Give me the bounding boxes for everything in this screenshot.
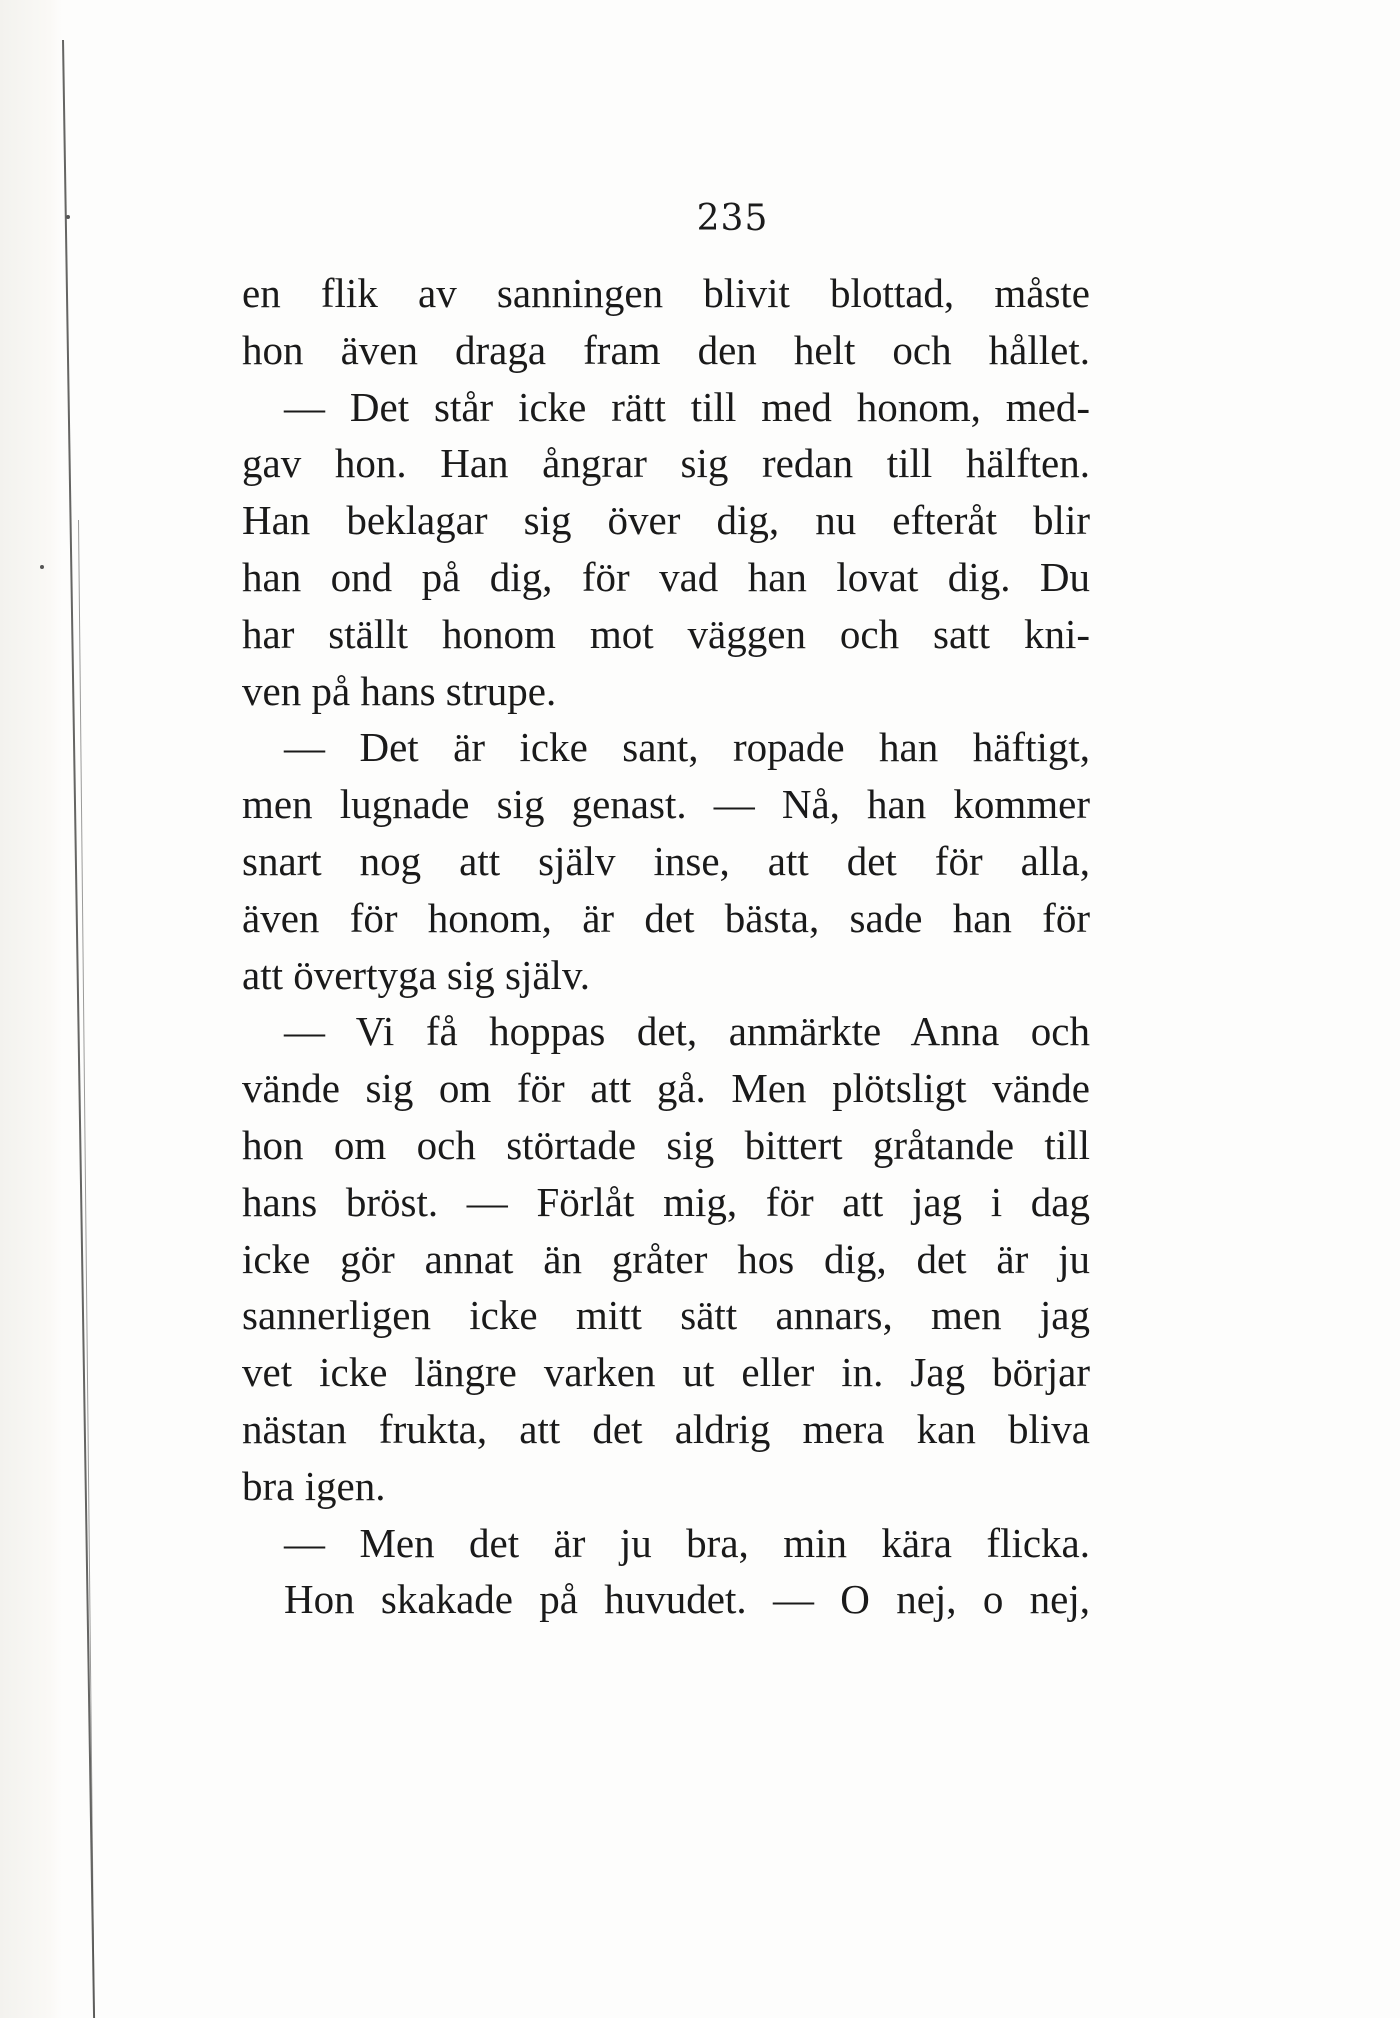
text-line: sannerligen icke mitt sätt annars, men jag (242, 1292, 1090, 1339)
text-line: — Vi få hoppas det, anmärkte Anna och (284, 1008, 1090, 1055)
text-line: även för honom, är det bästa, sade han för (242, 894, 1090, 941)
page-gutter (0, 0, 62, 2018)
text-line: nästan frukta, att det aldrig mera kan bliva (242, 1405, 1090, 1452)
text-line: — Men det är ju bra, min kära flicka. (284, 1519, 1090, 1566)
text-line: — Det står icke rätt till med honom, med- (284, 383, 1090, 430)
text-line: snart nog att själv inse, att det för alla, (242, 837, 1090, 884)
text-line: att övertyga sig själv. (242, 951, 591, 998)
text-line: hans bröst. — Förlåt mig, för att jag i dag (242, 1178, 1090, 1225)
page-number: 235 (696, 198, 769, 239)
text-line: en flik av sanningen blivit blottad, måste (242, 270, 1090, 316)
paper-speck (40, 565, 44, 569)
text-line: gav hon. Han ångrar sig redan till hälften. (242, 440, 1090, 487)
text-line: hon om och störtade sig bittert gråtande till (242, 1121, 1090, 1168)
body-text (242, 265, 1090, 1628)
text-line: ven på hans strupe. (242, 667, 557, 714)
text-line: Hon skakade på huvudet. — O nej, o nej, (284, 1576, 1090, 1623)
text-line: vet icke längre varken ut eller in. Jag börjar (242, 1349, 1090, 1396)
text-line: bra igen. (242, 1462, 386, 1509)
text-line: Han beklagar sig över dig, nu efteråt blir (242, 497, 1090, 544)
text-line: — Det är icke sant, ropade han häftigt, (284, 724, 1090, 771)
text-line: han ond på dig, för vad han lovat dig. Du (242, 553, 1090, 600)
text-line: icke gör annat än gråter hos dig, det är ju (242, 1235, 1090, 1282)
text-line: hon även draga fram den helt och hållet. (242, 326, 1090, 373)
text-line: men lugnade sig genast. — Nå, han kommer (242, 781, 1090, 828)
text-line: vände sig om för att gå. Men plötsligt vände (242, 1065, 1090, 1112)
text-line: har ställt honom mot väggen och satt kni- (242, 610, 1090, 657)
